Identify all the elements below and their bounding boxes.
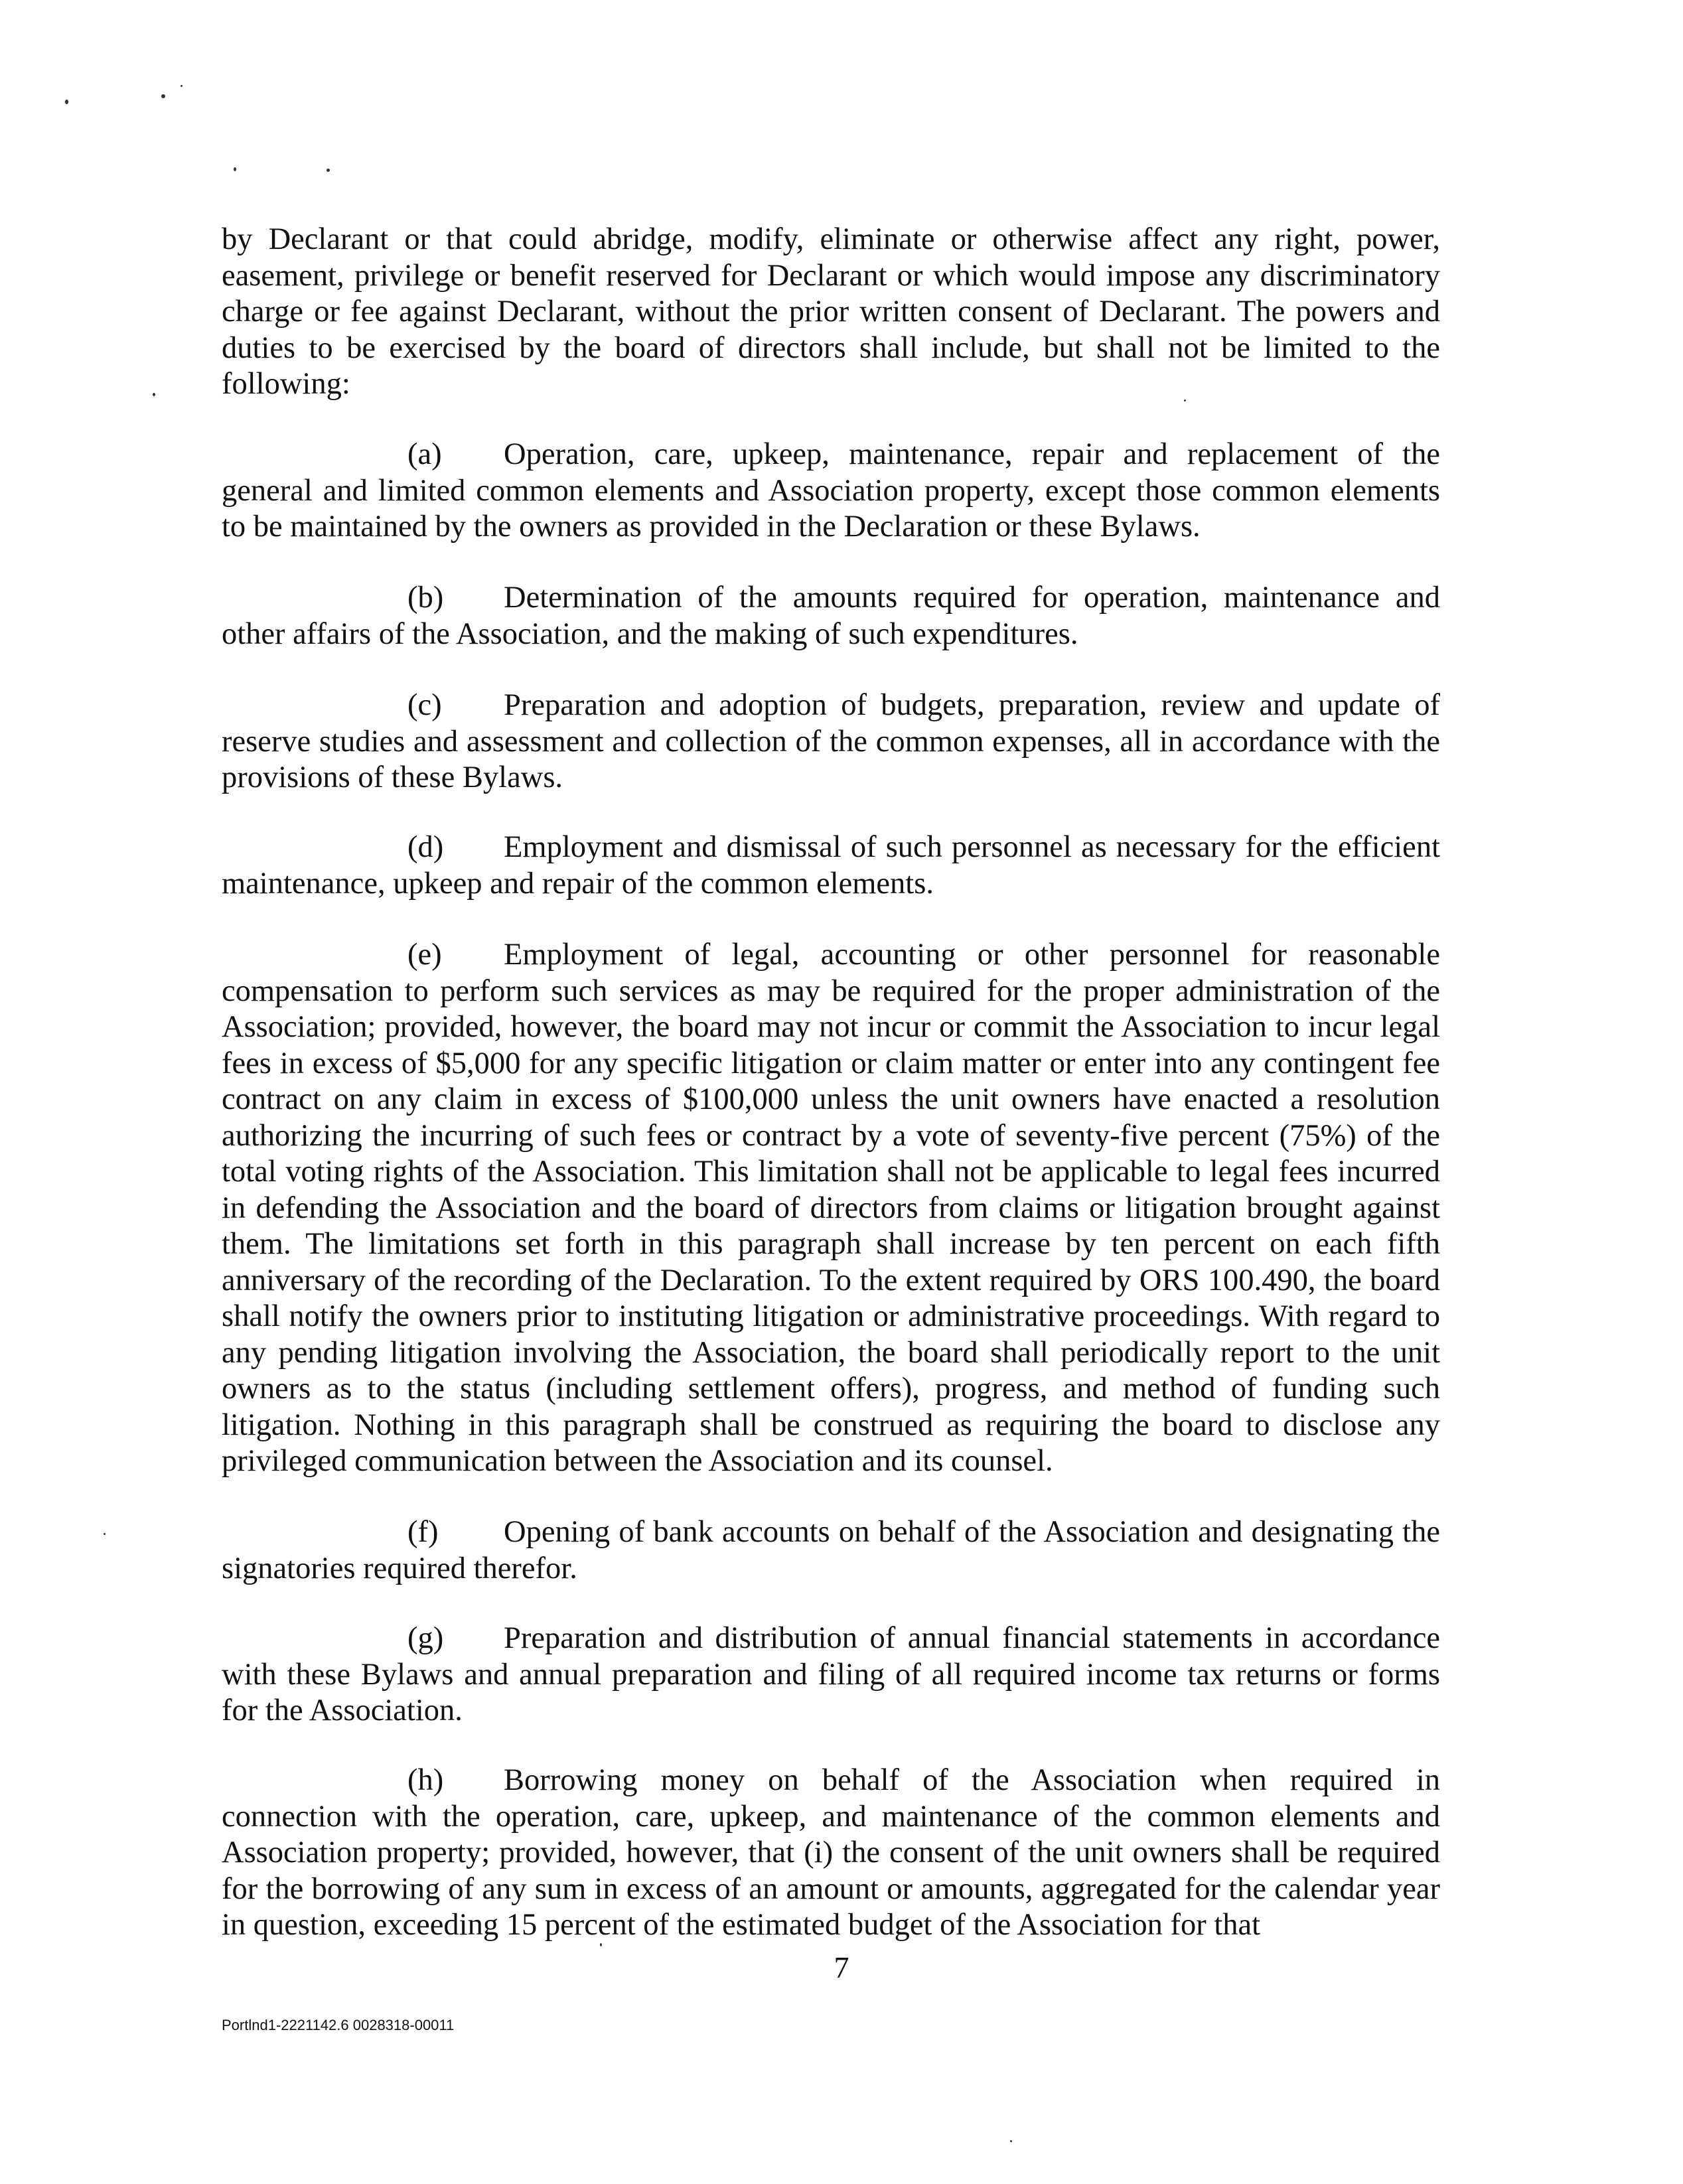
list-item-f: [222, 1514, 1440, 1587]
item-text: Employment of legal, accounting or other personnel for reasonable compensation to perform such services as may be required for the proper administration of the Association; provided, however, the board may not incur or commit the Association to incur legal fees in excess of $5,000 for any specific litigation or claim matter or enter into any contingent fee contract on any claim in excess of $100,000 unless the unit owners have enacted a resolution authorizing the incurring of such fees or contract by a vote of seventy-five percent (75%) of the total voting rights of the Association. This limitation shall not be applicable to legal fees incurred in defending the Association and the board of directors from claims or litigation brought against them. The limitations set forth in this paragraph shall increase by ten percent on each fifth anniversary of the recording of the Declaration. To the extent required by ORS 100.490, the board shall notify the owners prior to instituting litigation or administrative proceedings. With regard to any pending litigation involving the Association, the board shall periodically report to the unit owners as to the status (including settlement offers), progress, and method of funding such litigation. Nothing in this paragraph shall be construed as requiring the board to disclose any privileged communication between the Association and its counsel.: [222, 938, 1440, 1478]
item-label: (b): [407, 581, 444, 615]
item-label: (a): [407, 437, 442, 471]
list-item-c: [222, 688, 1440, 796]
item-label: (e): [407, 938, 442, 972]
item-text: Borrowing money on behalf of the Association when required in connection with the operation, care, upkeep, and maintenance of the common elements and Association property; provided, however, that (i) the consent of the unit owners shall be required for the borrowing of any sum in excess of an amount or amounts, aggregated for the calendar year in question, exceeding 15 percent of the estimated budget of the Association for that: [222, 1763, 1440, 1942]
page-number: 7: [834, 1950, 849, 1984]
scan-speck: [234, 167, 236, 171]
scan-speck: [153, 393, 155, 396]
intro-paragraph: by Declarant or that could abridge, modify, eliminate or otherwise affect any right, power, easement, privilege or benefit reserved for Declarant or which would impose any discriminatory charge or fee against Declarant, without the prior written consent of Declarant. The powers and duties to be exercised by the board of directors shall include, but shall not be limited to the following:: [222, 222, 1440, 401]
list-item-e: [222, 937, 1440, 1480]
list-item-a: [222, 437, 1440, 546]
item-text: Preparation and distribution of annual financial statements in accordance with these Bylaws and annual preparation and filing of all required income tax returns or forms for the Association.: [222, 1621, 1440, 1727]
item-text: Preparation and adoption of budgets, preparation, review and update of reserve studies and assessment and collection of the common expenses, all in accordance with the provisions of these Bylaws.: [222, 688, 1440, 794]
scan-speck: [181, 85, 183, 87]
scan-speck: [104, 1533, 106, 1535]
scan-speck: [161, 94, 165, 98]
item-label: (h): [407, 1763, 444, 1797]
item-text: Determination of the amounts required for operation, maintenance and other affairs of the Association, and the making of such expenditures.: [222, 581, 1440, 651]
item-label: (g): [407, 1621, 444, 1655]
scan-speck: [65, 100, 68, 104]
list-item-g: [222, 1621, 1440, 1729]
item-text: Employment and dismissal of such personnel as necessary for the efficient maintenance, upkeep and repair of the common elements.: [222, 830, 1440, 901]
document-footer-id: Portlnd1-2221142.6 0028318-00011: [222, 2017, 455, 2033]
item-text: Operation, care, upkeep, maintenance, repair and replacement of the general and limited common elements and Association property, except those common elements to be maintained by the owners as provided in the Declaration or these Bylaws.: [222, 437, 1440, 544]
item-label: (c): [407, 688, 442, 722]
item-label: (f): [407, 1515, 439, 1549]
scan-speck: [327, 169, 330, 172]
list-item-h: [222, 1763, 1440, 1944]
scan-speck: [600, 1943, 602, 1946]
list-item-b: [222, 580, 1440, 652]
item-label: (d): [407, 830, 444, 864]
scan-speck: [1010, 2140, 1012, 2142]
list-item-d: [222, 830, 1440, 902]
item-text: Opening of bank accounts on behalf of the Association and designating the signatories required therefor.: [222, 1515, 1440, 1585]
